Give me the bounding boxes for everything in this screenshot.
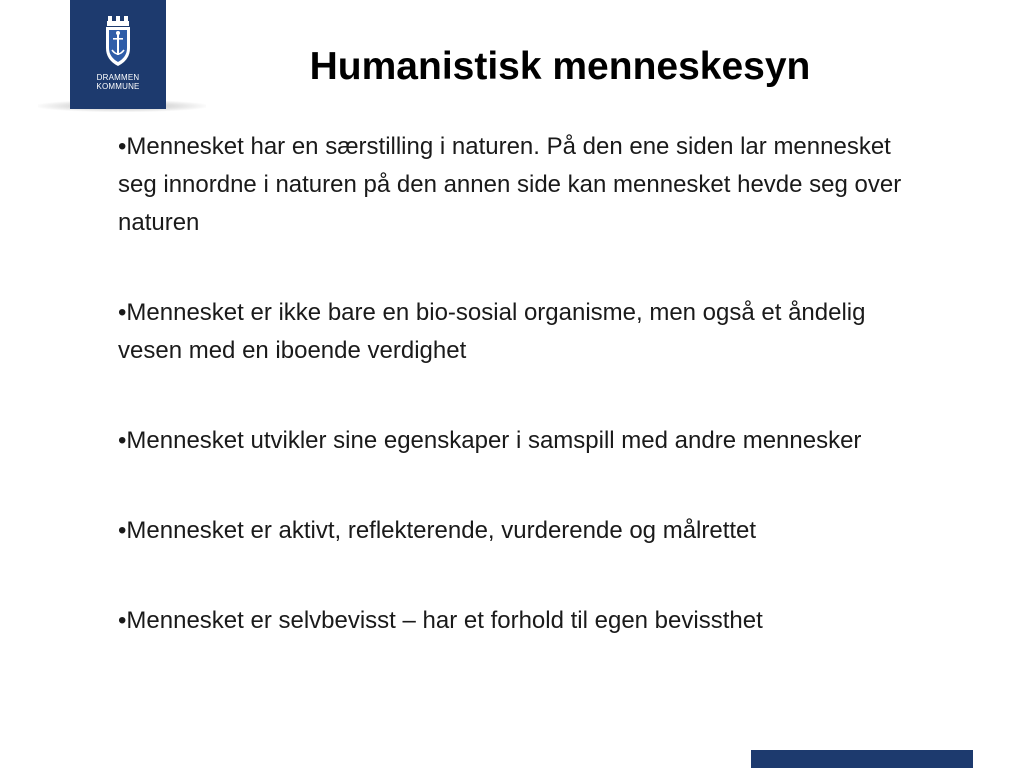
bullet-item: •Mennesket er ikke bare en bio-sosial organisme, men også et åndelig vesen med en iboende verdighet bbox=[118, 299, 866, 364]
bullet-item: •Mennesket har en særstilling i naturen. På den ene siden lar mennesket seg innordne i naturen på den annen side kan mennesket hevde seg over naturen bbox=[118, 133, 902, 236]
drammen-kommune-logo bbox=[70, 0, 166, 109]
slide-title: Humanistisk menneskesyn bbox=[309, 45, 811, 88]
bullet-item: •Mennesket er selvbevisst – har et forhold til egen bevissthet bbox=[118, 607, 763, 634]
bullet-item: •Mennesket er aktivt, reflekterende, vurderende og målrettet bbox=[118, 517, 757, 544]
footer-bar bbox=[751, 750, 973, 768]
bullet-list bbox=[118, 128, 933, 640]
bullet-item: •Mennesket utvikler sine egenskaper i samspill med andre mennesker bbox=[118, 427, 862, 454]
coat-of-arms-icon bbox=[70, 0, 166, 72]
logo-text-kommune: KOMMUNE bbox=[96, 82, 140, 91]
logo-text-drammen: DRAMMEN bbox=[96, 73, 140, 82]
